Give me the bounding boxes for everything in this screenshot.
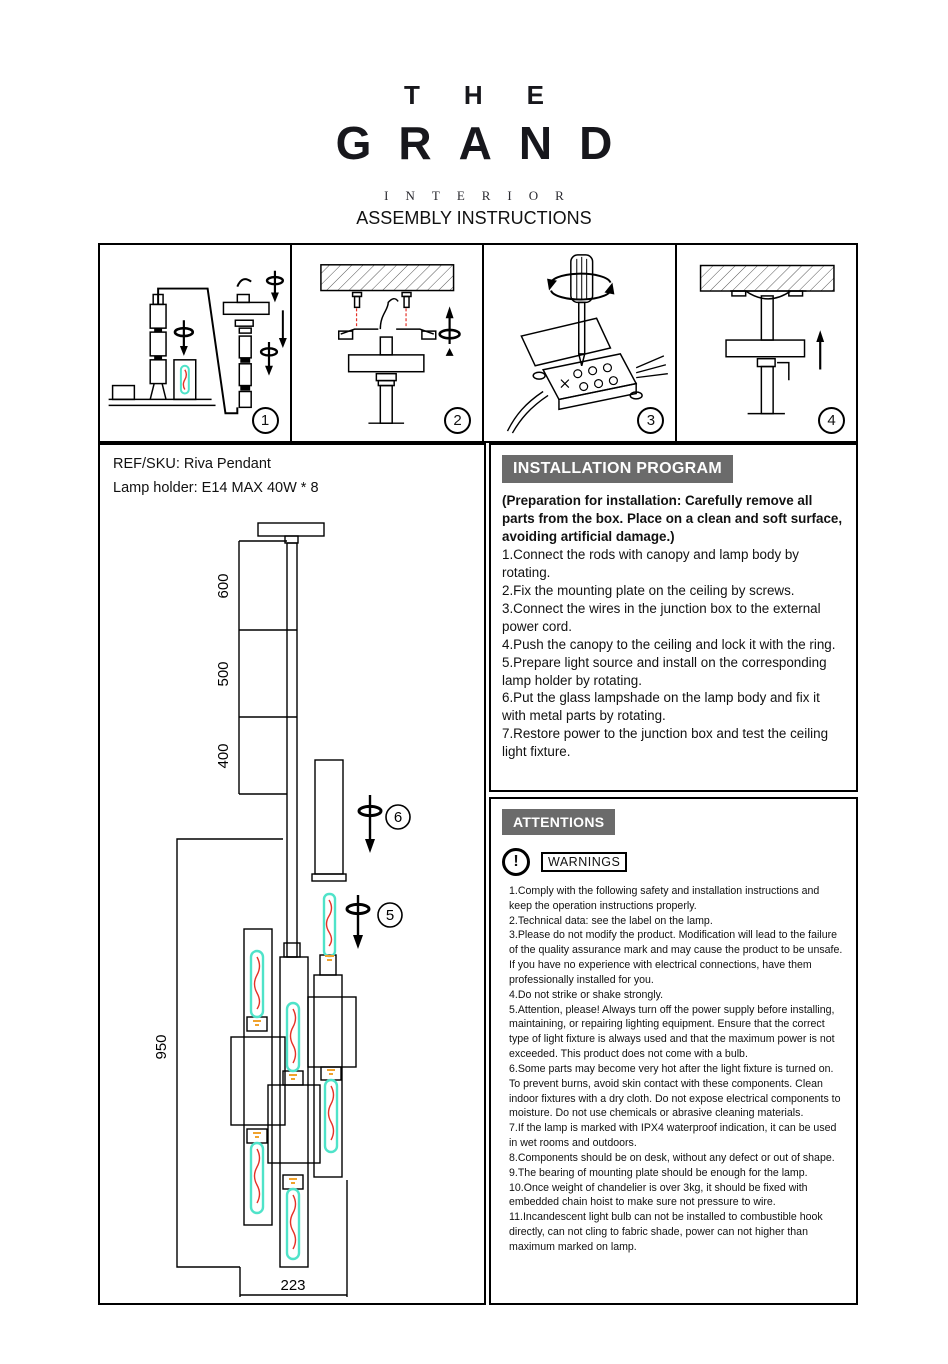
- product-info: [113, 453, 319, 501]
- rotate-icon: [175, 320, 193, 356]
- dimension-label-500: 500: [215, 661, 232, 687]
- diagram-panel-4: [675, 243, 858, 443]
- rotate-icon: [347, 895, 369, 949]
- installation-step: 3.Connect the wires in the junction box to the external power cord.: [502, 600, 821, 634]
- warning-item: 5.Attention, please! Always turn off the power supply before installing, maintaining, or repairing lighting equipment. Ensure that the correct type of light fixture is always used and that the maximum power is not exceeded. This product does not come with a bulb.: [509, 1003, 835, 1061]
- warning-item: 6.Some parts may become very hot after the light fixture is turned on. To prevent burns, avoid skin contact with these components. Clean indoor fixtures with a dry cloth. Do not expose electrical components to moisture. Do not use chemicals or abrasive cleaning materials.: [509, 1062, 841, 1120]
- diagram-panel-2: [290, 243, 484, 443]
- installation-step: 2.Fix the mounting plate on the ceiling by screws.: [502, 582, 795, 598]
- step-number-badge: 3: [637, 407, 664, 434]
- page-title: ASSEMBLY INSTRUCTIONS: [356, 208, 592, 228]
- dimension-label-223: 223: [280, 1277, 306, 1294]
- warning-item: 2.Technical data: see the label on the lamp.: [509, 914, 713, 927]
- warning-item: 9.The bearing of mounting plate should be enough for the lamp.: [509, 1166, 808, 1179]
- warning-item: 1.Comply with the following safety and installation instructions and keep the operation instructions properly.: [509, 885, 820, 912]
- step5-marker: [378, 903, 402, 927]
- pendant-technical-drawing: [100, 445, 484, 1303]
- brand-line-the: THE: [404, 80, 588, 110]
- svg-text:6: 6: [393, 809, 403, 826]
- brand-line-interior: INTERIOR: [384, 188, 581, 203]
- dimension-label-950: 950: [153, 1034, 170, 1060]
- warning-item: 7.If the lamp is marked with IPX4 waterproof indication, it can be used in wet rooms and outdoors.: [509, 1122, 837, 1150]
- ref-sku-line: REF/SKU: Riva Pendant: [113, 456, 271, 472]
- rotate-icon: [267, 271, 283, 303]
- rotate-icon: [261, 342, 277, 376]
- installation-step: 4.Push the canopy to the ceiling and lock it with the ring.: [502, 636, 836, 652]
- warning-items: [502, 884, 845, 1255]
- installation-steps: [502, 546, 845, 761]
- attentions-section: [489, 797, 858, 1305]
- step-number-badge: 4: [818, 407, 845, 434]
- dimension-label-400: 400: [215, 743, 232, 769]
- diagram-row: [98, 243, 858, 443]
- installation-step: 7.Restore power to the junction box and test the ceiling light fixture.: [502, 726, 829, 760]
- up-arrow: [817, 330, 825, 369]
- warning-item: 4.Do not strike or shake strongly.: [509, 988, 664, 1001]
- attentions-header: ATTENTIONS: [502, 809, 615, 835]
- installation-section: [489, 443, 858, 792]
- installation-step: 1.Connect the rods with canopy and lamp body by rotating.: [502, 546, 800, 580]
- rotate-arrows: [547, 274, 614, 300]
- preparation-note: (Preparation for installation: Carefully remove all parts from the box. Place on a clean and soft surface, avoiding artificial damage.): [502, 493, 843, 544]
- diagram-panel-1: [98, 243, 292, 443]
- warning-item: 11.Incandescent light bulb can not be installed to combustible hook directly, can not cling to fabric shade, power can not higher than maximum marked on lamp.: [509, 1211, 823, 1253]
- brand-logo: [0, 82, 948, 204]
- step-number-badge: 2: [444, 407, 471, 434]
- brand-line-grand: GRAND: [335, 117, 640, 169]
- warnings-row: [502, 848, 845, 876]
- arrow-head: [445, 348, 453, 356]
- rotate-icon: [359, 795, 381, 853]
- installation-header: INSTALLATION PROGRAM: [502, 455, 733, 483]
- svg-text:5: 5: [385, 907, 395, 924]
- step6-marker: [386, 805, 410, 829]
- down-arrow: [279, 310, 287, 348]
- lamp-holder-line: Lamp holder: E14 MAX 40W * 8: [113, 479, 319, 496]
- warning-item: 8.Components should be on desk, without any defect or out of shape.: [509, 1151, 835, 1164]
- diagram-panel-3: [482, 243, 677, 443]
- installation-step: 6.Put the glass lampshade on the lamp body and fix it with metal parts by rotating.: [502, 690, 820, 724]
- technical-drawing-panel: [98, 443, 486, 1305]
- warning-item: 3.Please do not modify the product. Modification will lead to the failure of the quality assurance mark and may cause the product to be unsafe. If you have no experience with electrical connections, have them professionally installed for you.: [509, 929, 843, 986]
- warning-exclamation-icon: !: [502, 848, 530, 876]
- dimension-label-600: 600: [215, 573, 232, 599]
- warning-item: 10.Once weight of chandelier is over 3kg, it should be fixed with embedded chain hoist to make sure not pressure to wire.: [509, 1181, 808, 1209]
- step-number-badge: 1: [252, 407, 279, 434]
- warnings-label: WARNINGS: [541, 852, 627, 872]
- installation-step: 5.Prepare light source and install on the corresponding lamp holder by rotating.: [502, 654, 827, 688]
- rotate-up-icon: [439, 306, 459, 344]
